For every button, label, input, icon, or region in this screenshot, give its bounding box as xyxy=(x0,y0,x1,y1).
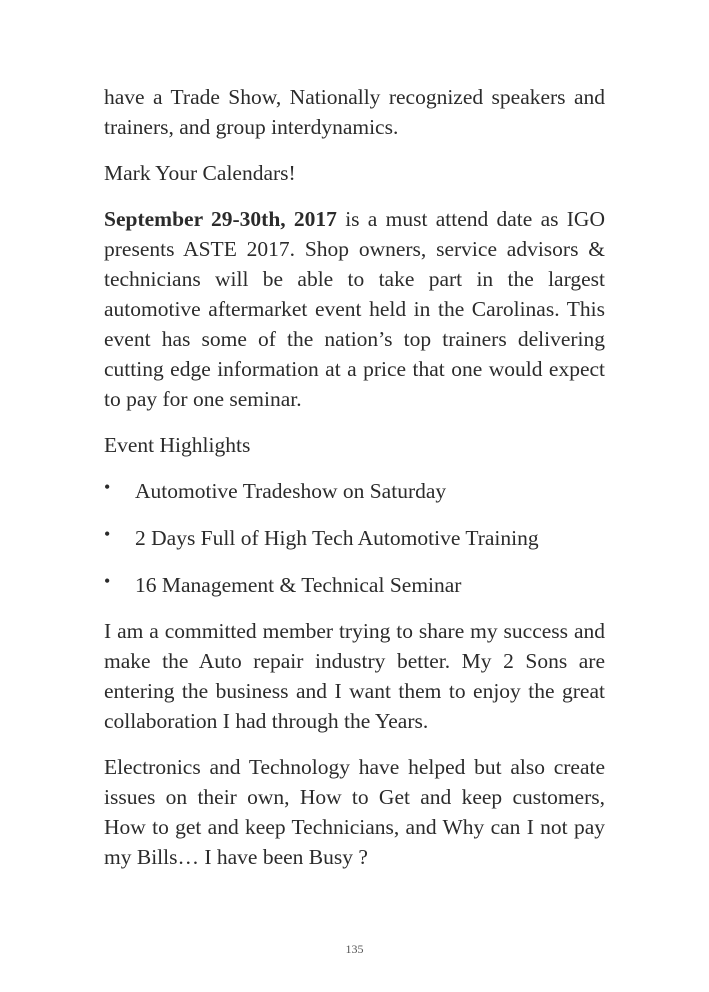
highlights-list xyxy=(104,476,605,600)
bullet-icon: • xyxy=(104,524,111,544)
paragraph-committed-member: I am a committed member trying to share my success and make the Auto repair industry better. My 2 Sons are entering the business and I want them to enjoy the great collaboration I had through the Years. xyxy=(104,619,605,733)
paragraph-electronics: Electronics and Technology have helped but also create issues on their own, How to Get and keep customers, How to get and keep Technicians, and Why can I not pay my Bills… I have been Busy ? xyxy=(104,755,605,869)
paragraph-event-date xyxy=(104,204,605,414)
event-description: is a must attend date as IGO presents ASTE 2017. Shop owners, service advisors & technicians will be able to take part in the largest automotive aftermarket event held in the Carolinas. This event has some of the nation’s top trainers delivering cutting edge information at a price that one would expect to pay for one seminar. xyxy=(104,207,605,411)
bullet-icon: • xyxy=(104,571,111,591)
list-item xyxy=(104,570,605,600)
list-item xyxy=(104,523,605,553)
event-date-bold: September 29-30th, 2017 xyxy=(104,207,337,231)
page-number: 135 xyxy=(345,942,364,956)
list-item-text: Automotive Tradeshow on Saturday xyxy=(135,479,447,503)
list-item xyxy=(104,476,605,506)
paragraph-mark-calendars: Mark Your Calendars! xyxy=(104,161,296,185)
paragraph-event-highlights: Event Highlights xyxy=(104,433,251,457)
list-item-text: 2 Days Full of High Tech Automotive Training xyxy=(135,526,539,550)
page-body xyxy=(104,82,605,872)
bullet-icon: • xyxy=(104,477,111,497)
list-item-text: 16 Management & Technical Seminar xyxy=(135,573,462,597)
paragraph-trade-show: have a Trade Show, Nationally recognized speakers and trainers, and group interdynamics. xyxy=(104,85,605,139)
